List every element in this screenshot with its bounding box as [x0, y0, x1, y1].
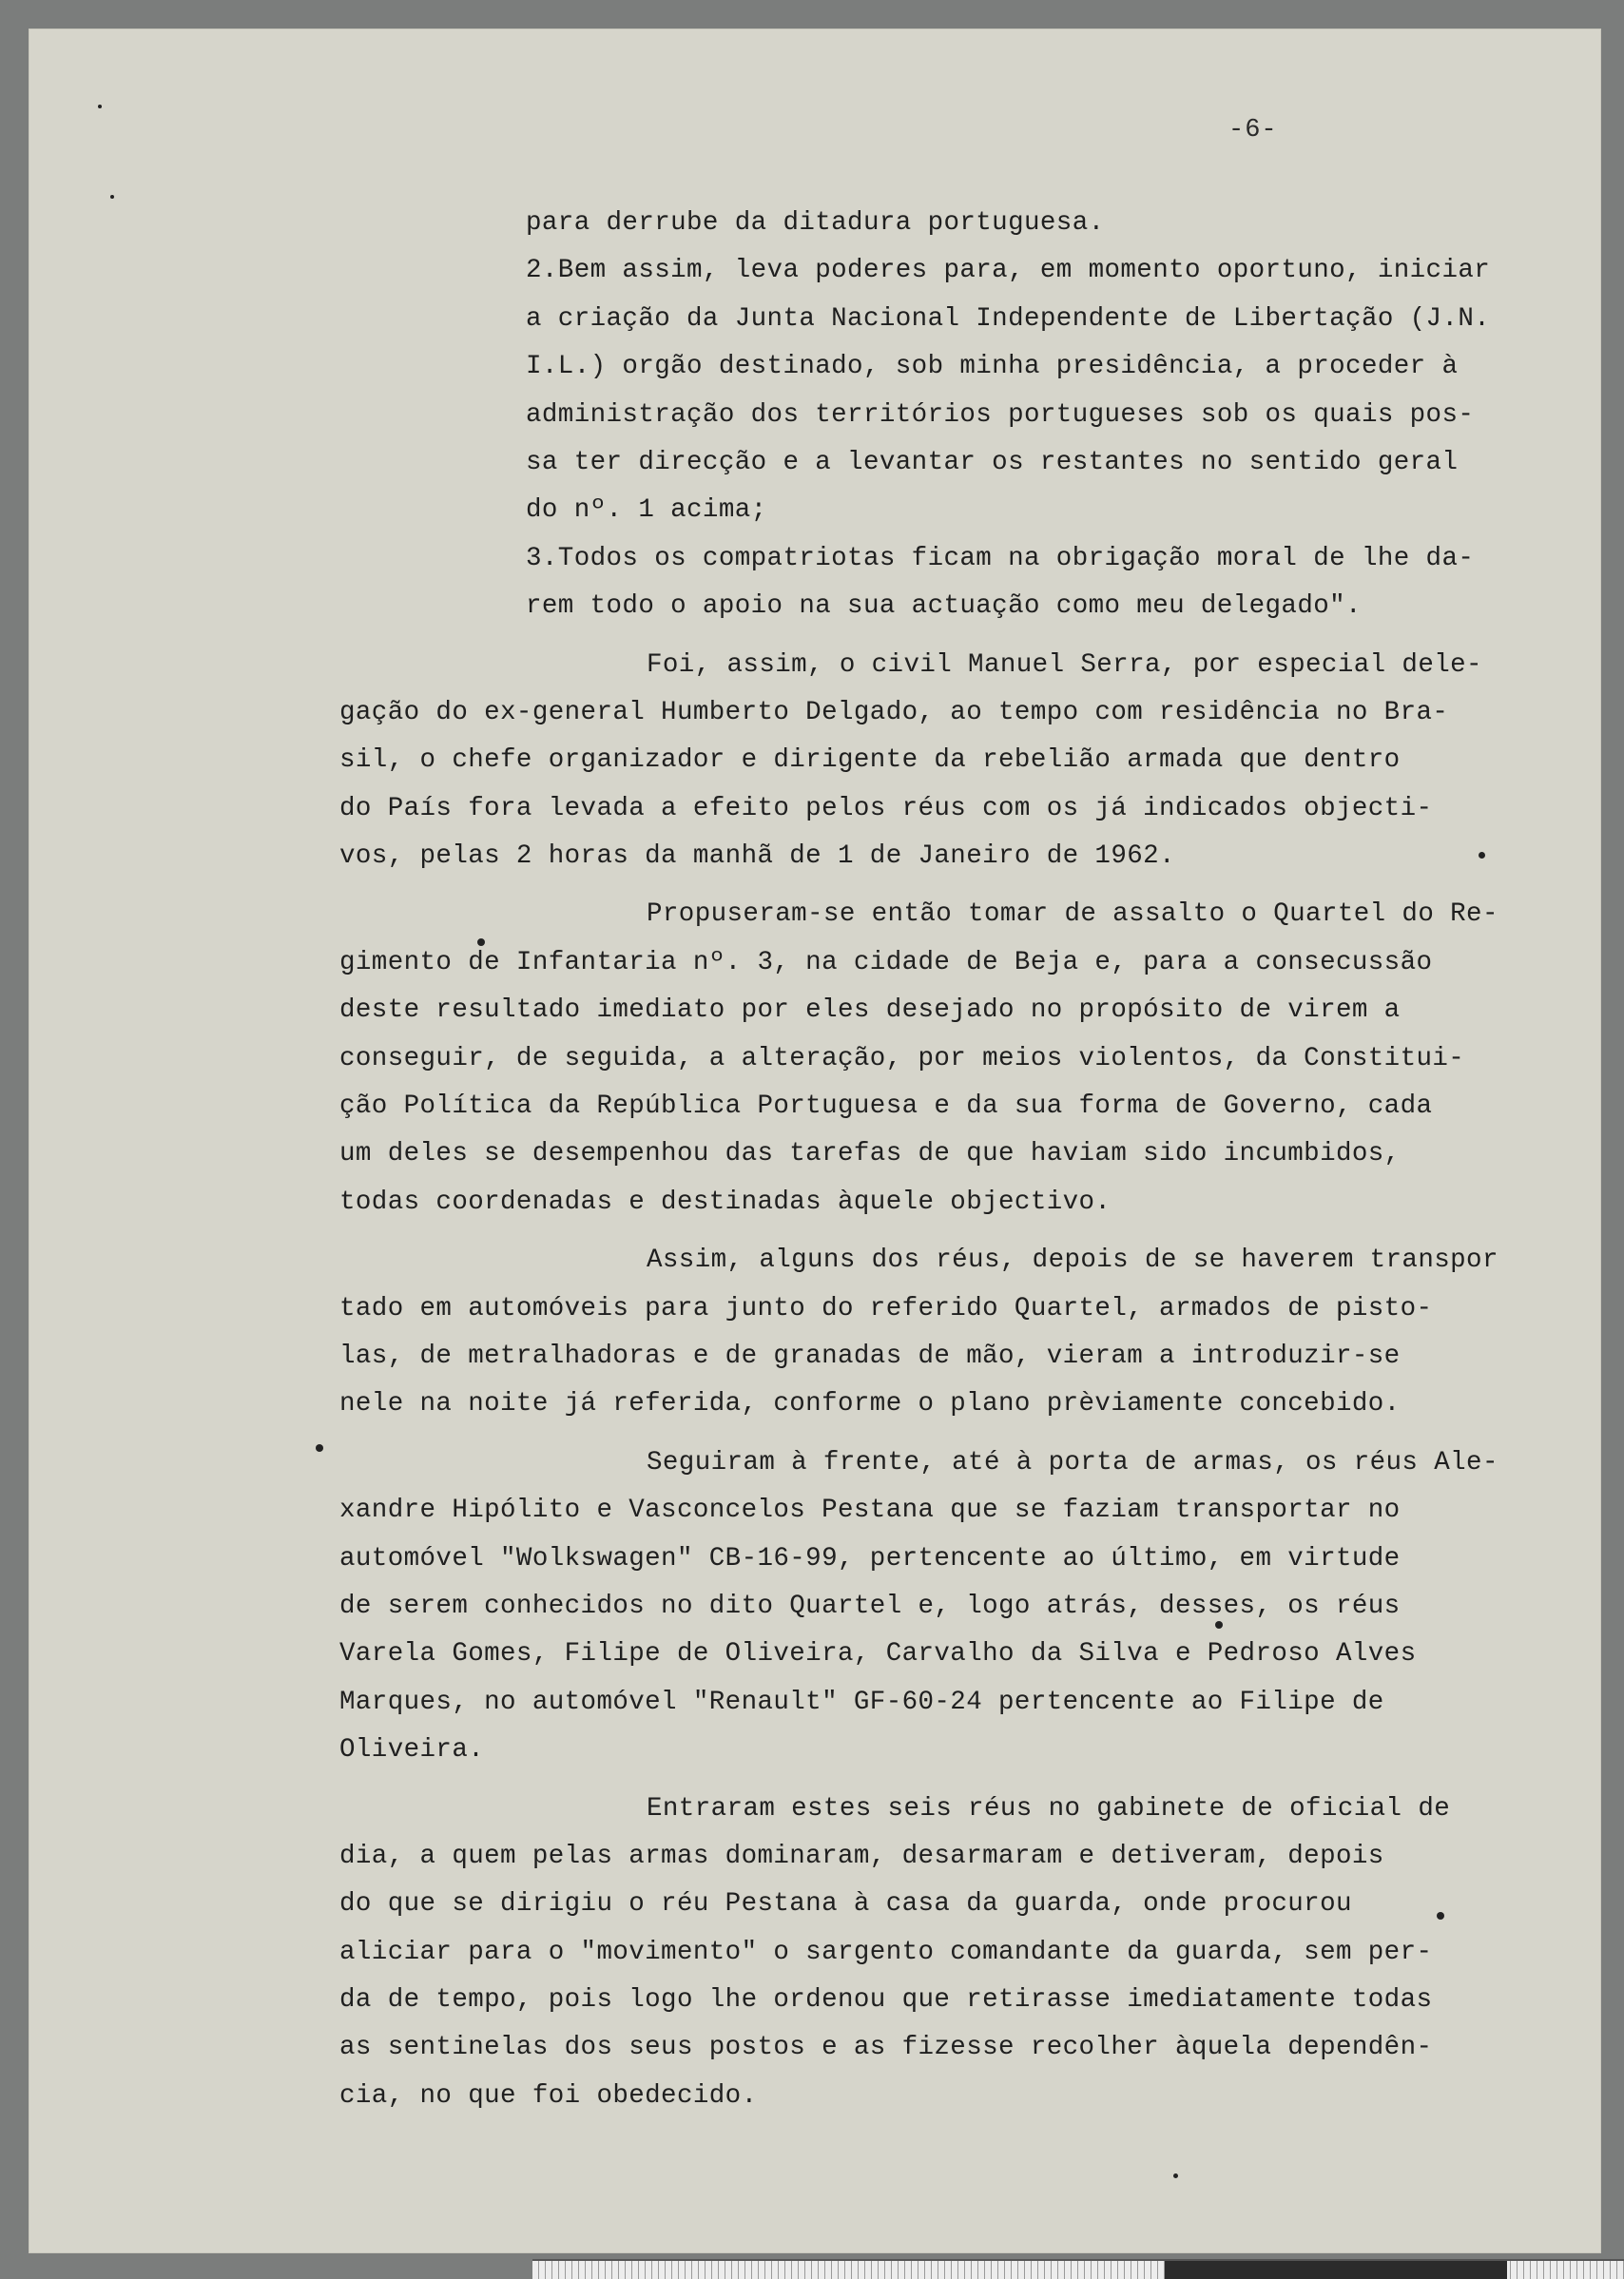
text-line: gimento de Infantaria nº. 3, na cidade de Beja e, para a consecussão [339, 947, 1433, 977]
text-line: sil, o chefe organizador e dirigente da rebelião armada que dentro [339, 745, 1401, 776]
text-line: ção Política da República Portuguesa e da sua forma de Governo, cada [339, 1091, 1433, 1122]
text-line: xandre Hipólito e Vasconcelos Pestana que se faziam transportar no [339, 1496, 1401, 1526]
text-line: gação do ex-general Humberto Delgado, ao tempo com residência no Bra- [339, 697, 1449, 727]
paragraph-gap [339, 631, 1595, 642]
scan-speck [1173, 2173, 1178, 2178]
text-line: Propuseram-se então tomar de assalto o Quartel do Re- [647, 899, 1498, 930]
text-line: um deles se desempenhou das tarefas de que haviam sido incumbidos, [339, 1139, 1401, 1169]
text-line: conseguir, de seguida, a alteração, por meios violentos, da Constitui- [339, 1043, 1465, 1073]
scan-speck [1437, 1912, 1444, 1920]
scan-speck [110, 195, 114, 199]
paragraph-gap [339, 1775, 1595, 1786]
paragraph-gap [339, 880, 1595, 891]
text-line: Assim, alguns dos réus, depois de se haverem transpor [647, 1246, 1498, 1276]
text-line: aliciar para o "movimento" o sargento comandante da guarda, sem per- [339, 1937, 1433, 1967]
text-line: Foi, assim, o civil Manuel Serra, por especial dele- [647, 649, 1482, 680]
page-number: -6- [1228, 116, 1278, 145]
paragraph-gap [339, 1226, 1595, 1237]
text-line: cia, no que foi obedecido. [339, 2080, 758, 2111]
text-line: rem todo o apoio na sua actuação como meu delegado". [526, 591, 1362, 622]
text-line: dia, a quem pelas armas dominaram, desarmaram e detiveram, depois [339, 1841, 1384, 1871]
text-line: I.L.) orgão destinado, sob minha presidência, a proceder à [526, 352, 1459, 382]
text-line: Varela Gomes, Filipe de Oliveira, Carvalho da Silva e Pedroso Alves [339, 1639, 1417, 1670]
text-line: deste resultado imediato por eles desejado no propósito de virem a [339, 995, 1401, 1026]
scan-ruler-dark-segment [1165, 2261, 1507, 2279]
text-line: Oliveira. [339, 1735, 485, 1766]
text-line: todas coordenadas e destinadas àquele objectivo. [339, 1187, 1112, 1217]
text-line: 2.Bem assim, leva poderes para, em momento oportuno, iniciar [526, 256, 1491, 286]
text-line: automóvel "Wolkswagen" CB-16-99, pertencente ao último, em virtude [339, 1543, 1401, 1574]
scan-speck [1215, 1621, 1223, 1629]
text-line: sa ter direcção e a levantar os restantes no sentido geral [526, 447, 1459, 477]
text-line: vos, pelas 2 horas da manhã de 1 de Janeiro de 1962. [339, 841, 1175, 872]
text-line: para derrube da ditadura portuguesa. [526, 208, 1105, 238]
text-line: as sentinelas dos seus postos e as fizesse recolher àquela dependên- [339, 2033, 1433, 2063]
text-line: 3.Todos os compatriotas ficam na obrigação moral de lhe da- [526, 543, 1475, 573]
document-page [29, 29, 1601, 2253]
text-line: a criação da Junta Nacional Independente de Libertação (J.N. [526, 303, 1491, 334]
text-line: da de tempo, pois logo lhe ordenou que retirasse imediatamente todas [339, 1985, 1433, 2016]
text-line: do nº. 1 acima; [526, 495, 767, 526]
scan-ruler [532, 2259, 1624, 2279]
text-line: administração dos territórios portugueses sob os quais pos- [526, 399, 1475, 430]
text-line: Seguiram à frente, até à porta de armas, os réus Ale- [647, 1447, 1498, 1477]
text-line: de serem conhecidos no dito Quartel e, logo atrás, desses, os réus [339, 1591, 1401, 1621]
text-line: do que se dirigiu o réu Pestana à casa da guarda, onde procurou [339, 1889, 1352, 1920]
body-text [339, 200, 1595, 2120]
scan-speck [316, 1444, 323, 1452]
text-line: Marques, no automóvel "Renault" GF-60-24 pertencente ao Filipe de [339, 1687, 1384, 1717]
paragraph-gap [339, 1429, 1595, 1439]
text-line: las, de metralhadoras e de granadas de mão, vieram a introduzir-se [339, 1341, 1401, 1371]
scan-speck [477, 938, 485, 946]
scan-speck [98, 105, 102, 108]
scan-speck [1479, 852, 1485, 859]
text-line: do País fora levada a efeito pelos réus com os já indicados objecti- [339, 793, 1433, 823]
text-line: Entraram estes seis réus no gabinete de oficial de [647, 1793, 1451, 1824]
text-line: tado em automóveis para junto do referido Quartel, armados de pisto- [339, 1293, 1433, 1323]
text-line: nele na noite já referida, conforme o plano prèviamente concebido. [339, 1389, 1401, 1420]
